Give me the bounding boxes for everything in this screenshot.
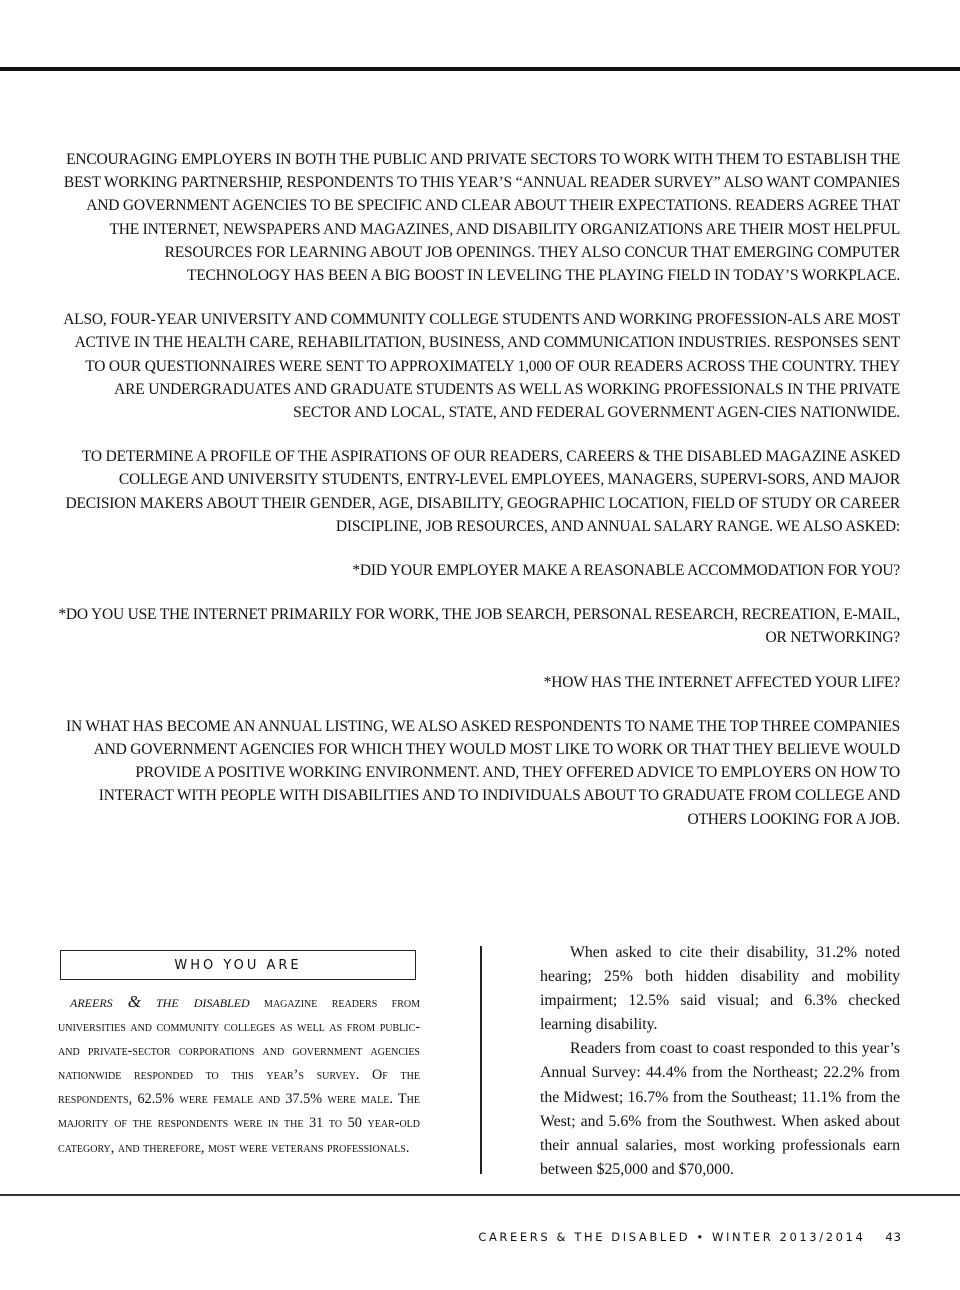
sidebar-title: WHO YOU ARE <box>60 950 416 980</box>
page-footer <box>478 1230 902 1244</box>
intro-paragraph-2: ALSO, FOUR-YEAR UNIVERSITY AND COMMUNITY COLLEGE STUDENTS AND WORKING PROFESSION-ALS ARE MOST ACTIVE IN THE HEALTH CARE, REHABILITATION, BUSINESS, AND COMMUNICATION INDUSTRIES. RESPONSES SENT TO OUR QUESTIONNAIRES WERE SENT TO APPROXIMATELY 1,000 OF OUR READERS ACROSS THE COUNTRY. THEY ARE UNDERGRADUATES AND GRADUATE STUDENTS AS WELL AS WORKING PROFESSIONALS IN THE PRIVATE SECTOR AND LOCAL, STATE, AND FEDERAL GOVERNMENT AGEN-CIES NATIONWIDE. <box>63 311 900 422</box>
column-divider <box>480 946 482 1174</box>
question-internet-effect: *HOW HAS THE INTERNET AFFECTED YOUR LIFE? <box>543 673 900 691</box>
right-column <box>540 941 900 1182</box>
top-rule <box>0 67 960 71</box>
sidebar-body <box>58 990 422 1160</box>
disability-paragraph: When asked to cite their disability, 31.2% noted hearing; 25% both hidden disability and mobility impairment; 12.5% said visual; and 6.3% checked learning disability. <box>540 944 900 1034</box>
bottom-rule <box>0 1194 960 1196</box>
intro-paragraph-3: TO DETERMINE A PROFILE OF THE ASPIRATIONS OF OUR READERS, CAREERS & THE DISABLED MAGAZINE ASKED COLLEGE AND UNIVERSITY STUDENTS, ENTRY-LEVEL EMPLOYEES, MANAGERS, SUPERVI-SORS, AND MAJOR DECISION MAKERS ABOUT THEIR GENDER, AGE, DISABILITY, GEOGRAPHIC LOCATION, FIELD OF STUDY OR CAREER DISCIPLINE, JOB RESOURCES, AND ANNUAL SALARY RANGE. WE ALSO ASKED: <box>65 448 900 535</box>
page-number: 43 <box>885 1230 902 1244</box>
sidebar-body-text: magazine readers from universities and community colleges as well as from public- and private-sector corporations and government agencies nationwide responded to this year’s survey. Of the respondents, 62.5% were female and 37.5% were male. The majority of the respondents were in the 31 to 50 year-old category, and therefore, most were veterans professionals. <box>58 995 420 1156</box>
sidebar-lead-words: areers & the disabled <box>70 992 250 1011</box>
closing-paragraph: IN WHAT HAS BECOME AN ANNUAL LISTING, WE ALSO ASKED RESPONDENTS TO NAME THE TOP THREE COMPANIES AND GOVERNMENT AGENCIES FOR WHICH THEY WOULD MOST LIKE TO WORK OR THAT THEY BELIEVE WOULD PROVIDE A POSITIVE WORKING ENVIRONMENT. AND, THEY OFFERED ADVICE TO EMPLOYERS ON HOW TO INTERACT WITH PEOPLE WITH DISABILITIES AND TO INDIVIDUALS ABOUT TO GRADUATE FROM COLLEGE AND OTHERS LOOKING FOR A JOB. <box>65 717 900 828</box>
who-you-are-sidebar <box>58 950 422 1160</box>
publication-name: CAREERS & THE DISABLED • WINTER 2013/2014 <box>478 1230 866 1244</box>
question-accommodation: *DID YOUR EMPLOYER MAKE A REASONABLE ACCOMMODATION FOR YOU? <box>352 562 900 580</box>
question-internet-use: *DO YOU USE THE INTERNET PRIMARILY FOR WORK, THE JOB SEARCH, PERSONAL RESEARCH, RECREATION, E-MAIL, OR NETWORKING? <box>58 606 900 647</box>
intro-paragraph-1: ENCOURAGING EMPLOYERS IN BOTH THE PUBLIC AND PRIVATE SECTORS TO WORK WITH THEM TO ESTABLISH THE BEST WORKING PARTNERSHIP, RESPONDENTS TO THIS YEAR’S “ANNUAL READER SURVEY” ALSO WANT COMPANIES AND GOVERNMENT AGENCIES TO BE SPECIFIC AND CLEAR ABOUT THEIR EXPECTATIONS. READERS AGREE THAT THE INTERNET, NEWSPAPERS AND MAGAZINES, AND DISABILITY ORGANIZATIONS ARE THEIR MOST HELPFUL RESOURCES FOR LEARNING ABOUT JOB OPENINGS. THEY ALSO CONCUR THAT EMERGING COMPUTER TECHNOLOGY HAS BEEN A BIG BOOST IN LEVELING THE PLAYING FIELD IN TODAY’S WORKPLACE. <box>63 151 900 285</box>
intro-text <box>58 148 900 852</box>
region-salary-paragraph: Readers from coast to coast responded to this year’s Annual Survey: 44.4% from the Northeast; 22.2% from the Midwest; 16.7% from the Southeast; 11.1% from the West; and 5.6% from the Southwest. When asked about their annual salaries, most working professionals earn between $25,000 and $70,000. <box>540 1040 900 1178</box>
